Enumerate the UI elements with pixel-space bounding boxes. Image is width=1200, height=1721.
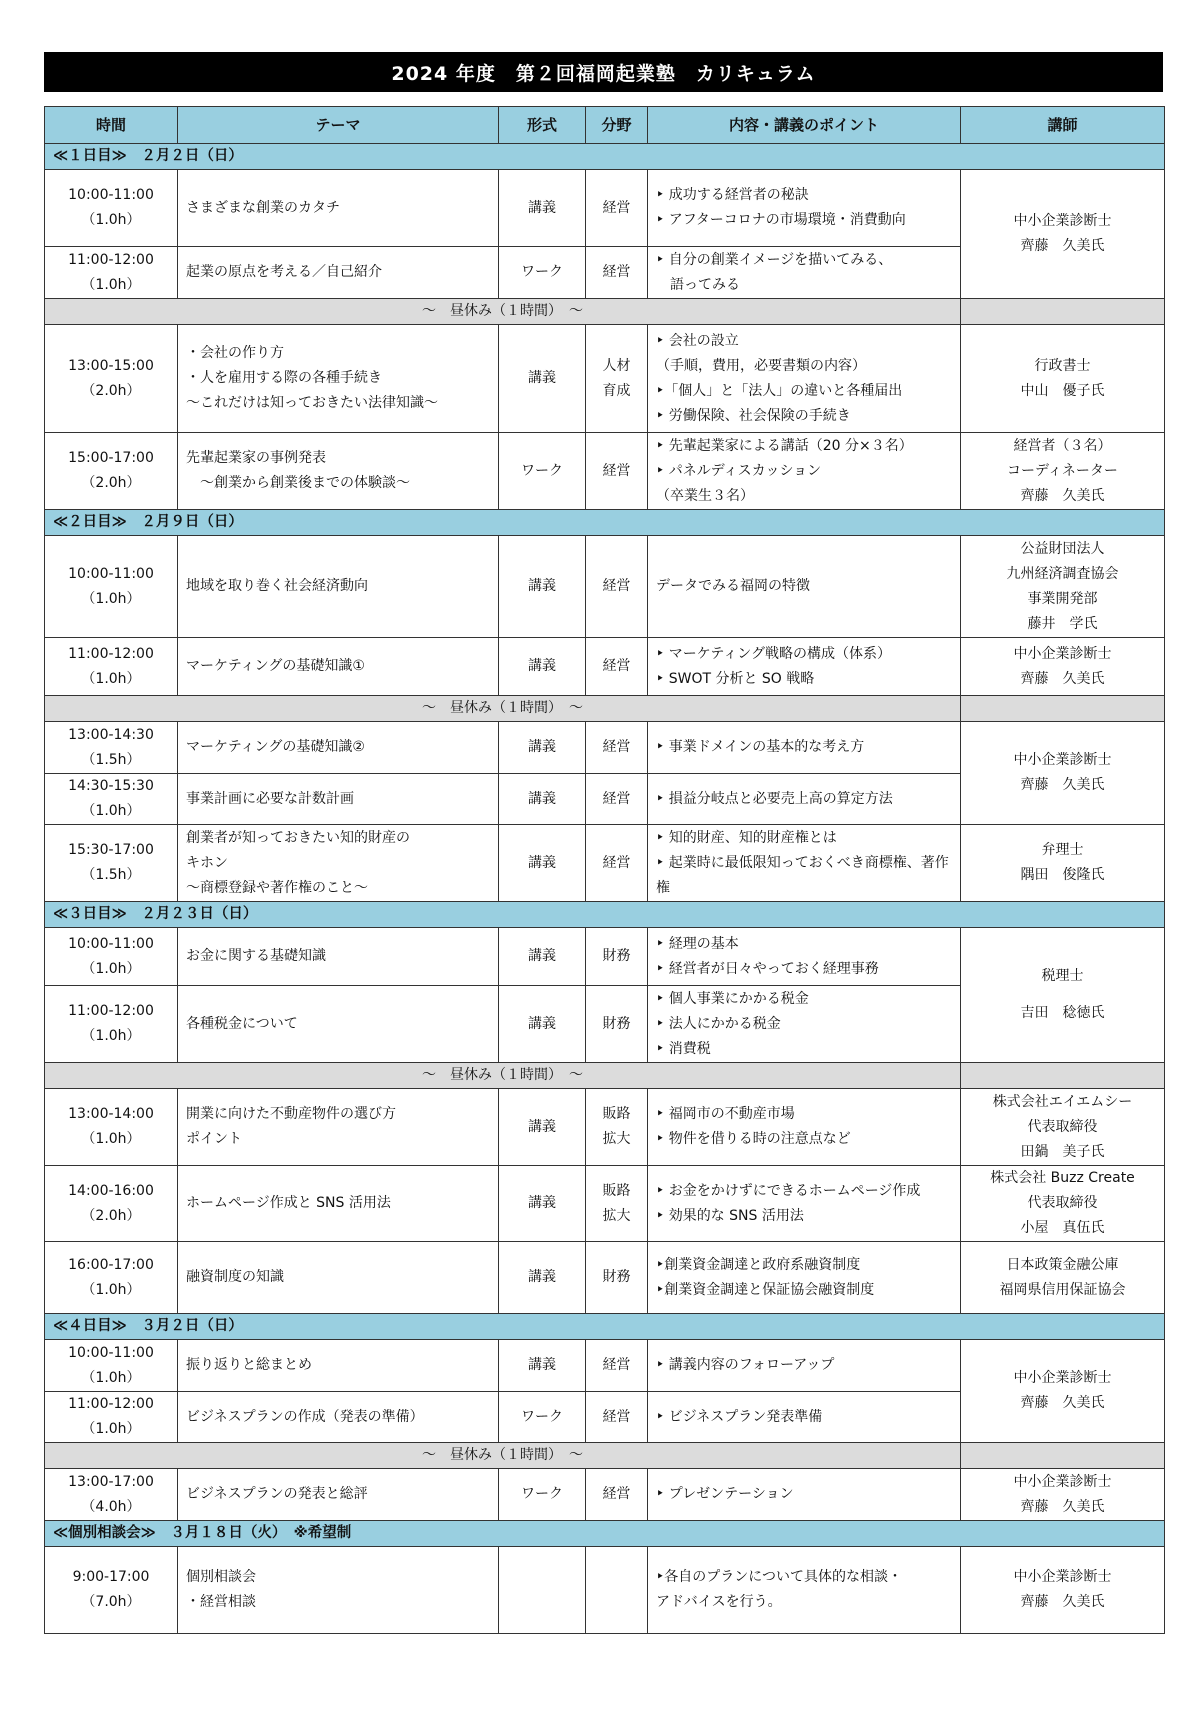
session-row <box>45 170 1165 247</box>
field-cell: 経営 <box>586 825 648 902</box>
field-cell: 販路 拡大 <box>586 1089 648 1166</box>
content-cell: ‣ 事業ドメインの基本的な考え方 <box>648 722 961 774</box>
format-cell: 講義 <box>499 638 586 696</box>
field-cell: 経営 <box>586 1392 648 1443</box>
session-row <box>45 325 1165 433</box>
field-cell: 経営 <box>586 433 648 510</box>
format-cell: ワーク <box>499 247 586 299</box>
lecturer-cell: 中小企業診断士 齊藤 久美氏 <box>961 1340 1165 1443</box>
format-cell: 講義 <box>499 774 586 825</box>
field-cell: 財務 <box>586 928 648 986</box>
time-cell: 11:00-12:00 （1.0h） <box>45 986 178 1063</box>
lecturer-cell: 中小企業診断士 齊藤 久美氏 <box>961 638 1165 696</box>
content-cell: ‣ お金をかけずにできるホームページ作成 ‣ 効果的な SNS 活用法 <box>648 1166 961 1242</box>
content-cell: ‣ 損益分岐点と必要売上高の算定方法 <box>648 774 961 825</box>
header-row <box>45 107 1165 144</box>
lecturer-cell: 中小企業診断士 齊藤 久美氏 <box>961 1469 1165 1521</box>
curriculum-table <box>44 106 1165 1634</box>
time-cell: 13:00-14:30 （1.5h） <box>45 722 178 774</box>
format-cell: 講義 <box>499 325 586 433</box>
theme-cell: ホームページ作成と SNS 活用法 <box>178 1166 499 1242</box>
theme-cell: マーケティングの基礎知識① <box>178 638 499 696</box>
content-cell: ‣各自のプランについて具体的な相談・ アドバイスを行う。 <box>648 1547 961 1634</box>
time-cell: 16:00-17:00 （1.0h） <box>45 1242 178 1314</box>
content-cell: ‣ プレゼンテーション <box>648 1469 961 1521</box>
header-format: 形式 <box>499 107 586 144</box>
day-row <box>45 1521 1165 1547</box>
content-cell: ‣ 知的財産、知的財産権とは ‣ 起業時に最低限知っておくべき商標権、著作権 <box>648 825 961 902</box>
format-cell: 講義 <box>499 825 586 902</box>
content-cell: ‣ 自分の創業イメージを描いてみる、 語ってみる <box>648 247 961 299</box>
field-cell: 経営 <box>586 170 648 247</box>
session-row <box>45 1089 1165 1166</box>
format-cell: 講義 <box>499 1089 586 1166</box>
content-cell: ‣ 会社の設立 （手順，費用，必要書類の内容） ‣「個人」と「法人」の違いと各種届出 ‣ 労働保険、社会保険の手続き <box>648 325 961 433</box>
time-cell: 10:00-11:00 （1.0h） <box>45 1340 178 1392</box>
day-row <box>45 144 1165 170</box>
content-cell: ‣ 個人事業にかかる税金 ‣ 法人にかかる税金 ‣ 消費税 <box>648 986 961 1063</box>
theme-cell: ビジネスプランの発表と総評 <box>178 1469 499 1521</box>
theme-cell: ビジネスプランの作成（発表の準備） <box>178 1392 499 1443</box>
theme-cell: 事業計画に必要な計数計画 <box>178 774 499 825</box>
time-cell: 10:00-11:00 （1.0h） <box>45 170 178 247</box>
lunch-row <box>45 696 1165 722</box>
session-row <box>45 638 1165 696</box>
day-label: ≪４日目≫ ３月２日（日） <box>45 1314 1165 1340</box>
header-theme: テーマ <box>178 107 499 144</box>
format-cell: 講義 <box>499 1166 586 1242</box>
lecturer-cell: 中小企業診断士 齊藤 久美氏 <box>961 1547 1165 1634</box>
time-cell: 13:00-14:00 （1.0h） <box>45 1089 178 1166</box>
field-cell: 財務 <box>586 986 648 1063</box>
lecturer-cell: 弁理士 隅田 俊隆氏 <box>961 825 1165 902</box>
time-cell: 13:00-17:00 （4.0h） <box>45 1469 178 1521</box>
theme-cell: 振り返りと総まとめ <box>178 1340 499 1392</box>
time-cell: 14:00-16:00 （2.0h） <box>45 1166 178 1242</box>
time-cell: 9:00-17:00 （7.0h） <box>45 1547 178 1634</box>
page-title: 2024 年度 第２回福岡起業塾 カリキュラム <box>44 52 1163 92</box>
time-cell: 10:00-11:00 （1.0h） <box>45 536 178 638</box>
field-cell: 経営 <box>586 1340 648 1392</box>
field-cell <box>586 1547 648 1634</box>
theme-cell: 融資制度の知識 <box>178 1242 499 1314</box>
field-cell: 販路 拡大 <box>586 1166 648 1242</box>
theme-cell: 先輩起業家の事例発表 ～創業から創業後までの体験談～ <box>178 433 499 510</box>
field-cell: 経営 <box>586 638 648 696</box>
header-content: 内容・講義のポイント <box>648 107 961 144</box>
field-cell: 財務 <box>586 1242 648 1314</box>
day-row <box>45 510 1165 536</box>
session-row <box>45 825 1165 902</box>
session-row <box>45 1547 1165 1634</box>
format-cell <box>499 1547 586 1634</box>
day-label: ≪１日目≫ ２月２日（日） <box>45 144 1165 170</box>
day-row <box>45 1314 1165 1340</box>
lecturer-cell: 株式会社 Buzz Create 代表取締役 小屋 真伍氏 <box>961 1166 1165 1242</box>
format-cell: 講義 <box>499 536 586 638</box>
theme-cell: 個別相談会 ・経営相談 <box>178 1547 499 1634</box>
format-cell: ワーク <box>499 433 586 510</box>
format-cell: 講義 <box>499 1242 586 1314</box>
lecturer-cell: 日本政策金融公庫 福岡県信用保証協会 <box>961 1242 1165 1314</box>
content-cell: ‣創業資金調達と政府系融資制度 ‣創業資金調達と保証協会融資制度 <box>648 1242 961 1314</box>
session-row <box>45 433 1165 510</box>
content-cell: ‣ 経理の基本 ‣ 経営者が日々やっておく経理事務 <box>648 928 961 986</box>
theme-cell: 地域を取り巻く社会経済動向 <box>178 536 499 638</box>
content-cell: ‣ マーケティング戦略の構成（体系） ‣ SWOT 分析と SO 戦略 <box>648 638 961 696</box>
lunch-label: ～ 昼休み（１時間） ～ <box>45 1443 961 1469</box>
lunch-label: ～ 昼休み（１時間） ～ <box>45 696 961 722</box>
lunch-label: ～ 昼休み（１時間） ～ <box>45 1063 961 1089</box>
lecturer-cell: 税理士 吉田 稔徳氏 <box>961 928 1165 1063</box>
lecturer-cell: 経営者（３名） コーディネーター 齊藤 久美氏 <box>961 433 1165 510</box>
day-label: ≪個別相談会≫ ３月１８日（火） ※希望制 <box>45 1521 1165 1547</box>
day-row <box>45 902 1165 928</box>
field-cell: 人材 育成 <box>586 325 648 433</box>
theme-cell: 起業の原点を考える／自己紹介 <box>178 247 499 299</box>
session-row <box>45 722 1165 774</box>
session-row <box>45 1469 1165 1521</box>
lunch-label: ～ 昼休み（１時間） ～ <box>45 299 961 325</box>
time-cell: 11:00-12:00 （1.0h） <box>45 1392 178 1443</box>
theme-cell: 開業に向けた不動産物件の選び方 ポイント <box>178 1089 499 1166</box>
lunch-row <box>45 1063 1165 1089</box>
format-cell: 講義 <box>499 928 586 986</box>
lecturer-cell: 公益財団法人 九州経済調査協会 事業開発部 藤井 学氏 <box>961 536 1165 638</box>
content-cell: ‣ 先輩起業家による講話（20 分×３名） ‣ パネルディスカッション （卒業生３名） <box>648 433 961 510</box>
content-cell: ‣ 成功する経営者の秘訣 ‣ アフターコロナの市場環境・消費動向 <box>648 170 961 247</box>
lunch-row <box>45 1443 1165 1469</box>
lecturer-cell: 中小企業診断士 齊藤 久美氏 <box>961 170 1165 299</box>
header-field: 分野 <box>586 107 648 144</box>
format-cell: ワーク <box>499 1392 586 1443</box>
lunch-row <box>45 299 1165 325</box>
header-time: 時間 <box>45 107 178 144</box>
time-cell: 11:00-12:00 （1.0h） <box>45 247 178 299</box>
day-label: ≪３日目≫ ２月２３日（日） <box>45 902 1165 928</box>
theme-cell: マーケティングの基礎知識② <box>178 722 499 774</box>
theme-cell: ・会社の作り方 ・人を雇用する際の各種手続き ～これだけは知っておきたい法律知識～ <box>178 325 499 433</box>
format-cell: 講義 <box>499 722 586 774</box>
content-cell: ‣ ビジネスプラン発表準備 <box>648 1392 961 1443</box>
field-cell: 経営 <box>586 536 648 638</box>
session-row <box>45 1242 1165 1314</box>
field-cell: 経営 <box>586 1469 648 1521</box>
theme-cell: さまざまな創業のカタチ <box>178 170 499 247</box>
field-cell: 経営 <box>586 774 648 825</box>
field-cell: 経営 <box>586 247 648 299</box>
format-cell: 講義 <box>499 1340 586 1392</box>
time-cell: 13:00-15:00 （2.0h） <box>45 325 178 433</box>
field-cell: 経営 <box>586 722 648 774</box>
lecturer-cell: 行政書士 中山 優子氏 <box>961 325 1165 433</box>
day-label: ≪２日目≫ ２月９日（日） <box>45 510 1165 536</box>
session-row <box>45 536 1165 638</box>
session-row <box>45 928 1165 986</box>
time-cell: 10:00-11:00 （1.0h） <box>45 928 178 986</box>
time-cell: 11:00-12:00 （1.0h） <box>45 638 178 696</box>
content-cell: ‣ 福岡市の不動産市場 ‣ 物件を借りる時の注意点など <box>648 1089 961 1166</box>
theme-cell: お金に関する基礎知識 <box>178 928 499 986</box>
time-cell: 15:00-17:00 （2.0h） <box>45 433 178 510</box>
format-cell: ワーク <box>499 1469 586 1521</box>
content-cell: データでみる福岡の特徴 <box>648 536 961 638</box>
session-row <box>45 1340 1165 1392</box>
content-cell: ‣ 講義内容のフォローアップ <box>648 1340 961 1392</box>
theme-cell: 創業者が知っておきたい知的財産の キホン ～商標登録や著作権のこと～ <box>178 825 499 902</box>
format-cell: 講義 <box>499 986 586 1063</box>
lecturer-cell: 株式会社エイエムシー 代表取締役 田鍋 美子氏 <box>961 1089 1165 1166</box>
time-cell: 14:30-15:30 （1.0h） <box>45 774 178 825</box>
format-cell: 講義 <box>499 170 586 247</box>
header-lecturer: 講師 <box>961 107 1165 144</box>
session-row <box>45 1166 1165 1242</box>
theme-cell: 各種税金について <box>178 986 499 1063</box>
time-cell: 15:30-17:00 （1.5h） <box>45 825 178 902</box>
lecturer-cell: 中小企業診断士 齊藤 久美氏 <box>961 722 1165 825</box>
